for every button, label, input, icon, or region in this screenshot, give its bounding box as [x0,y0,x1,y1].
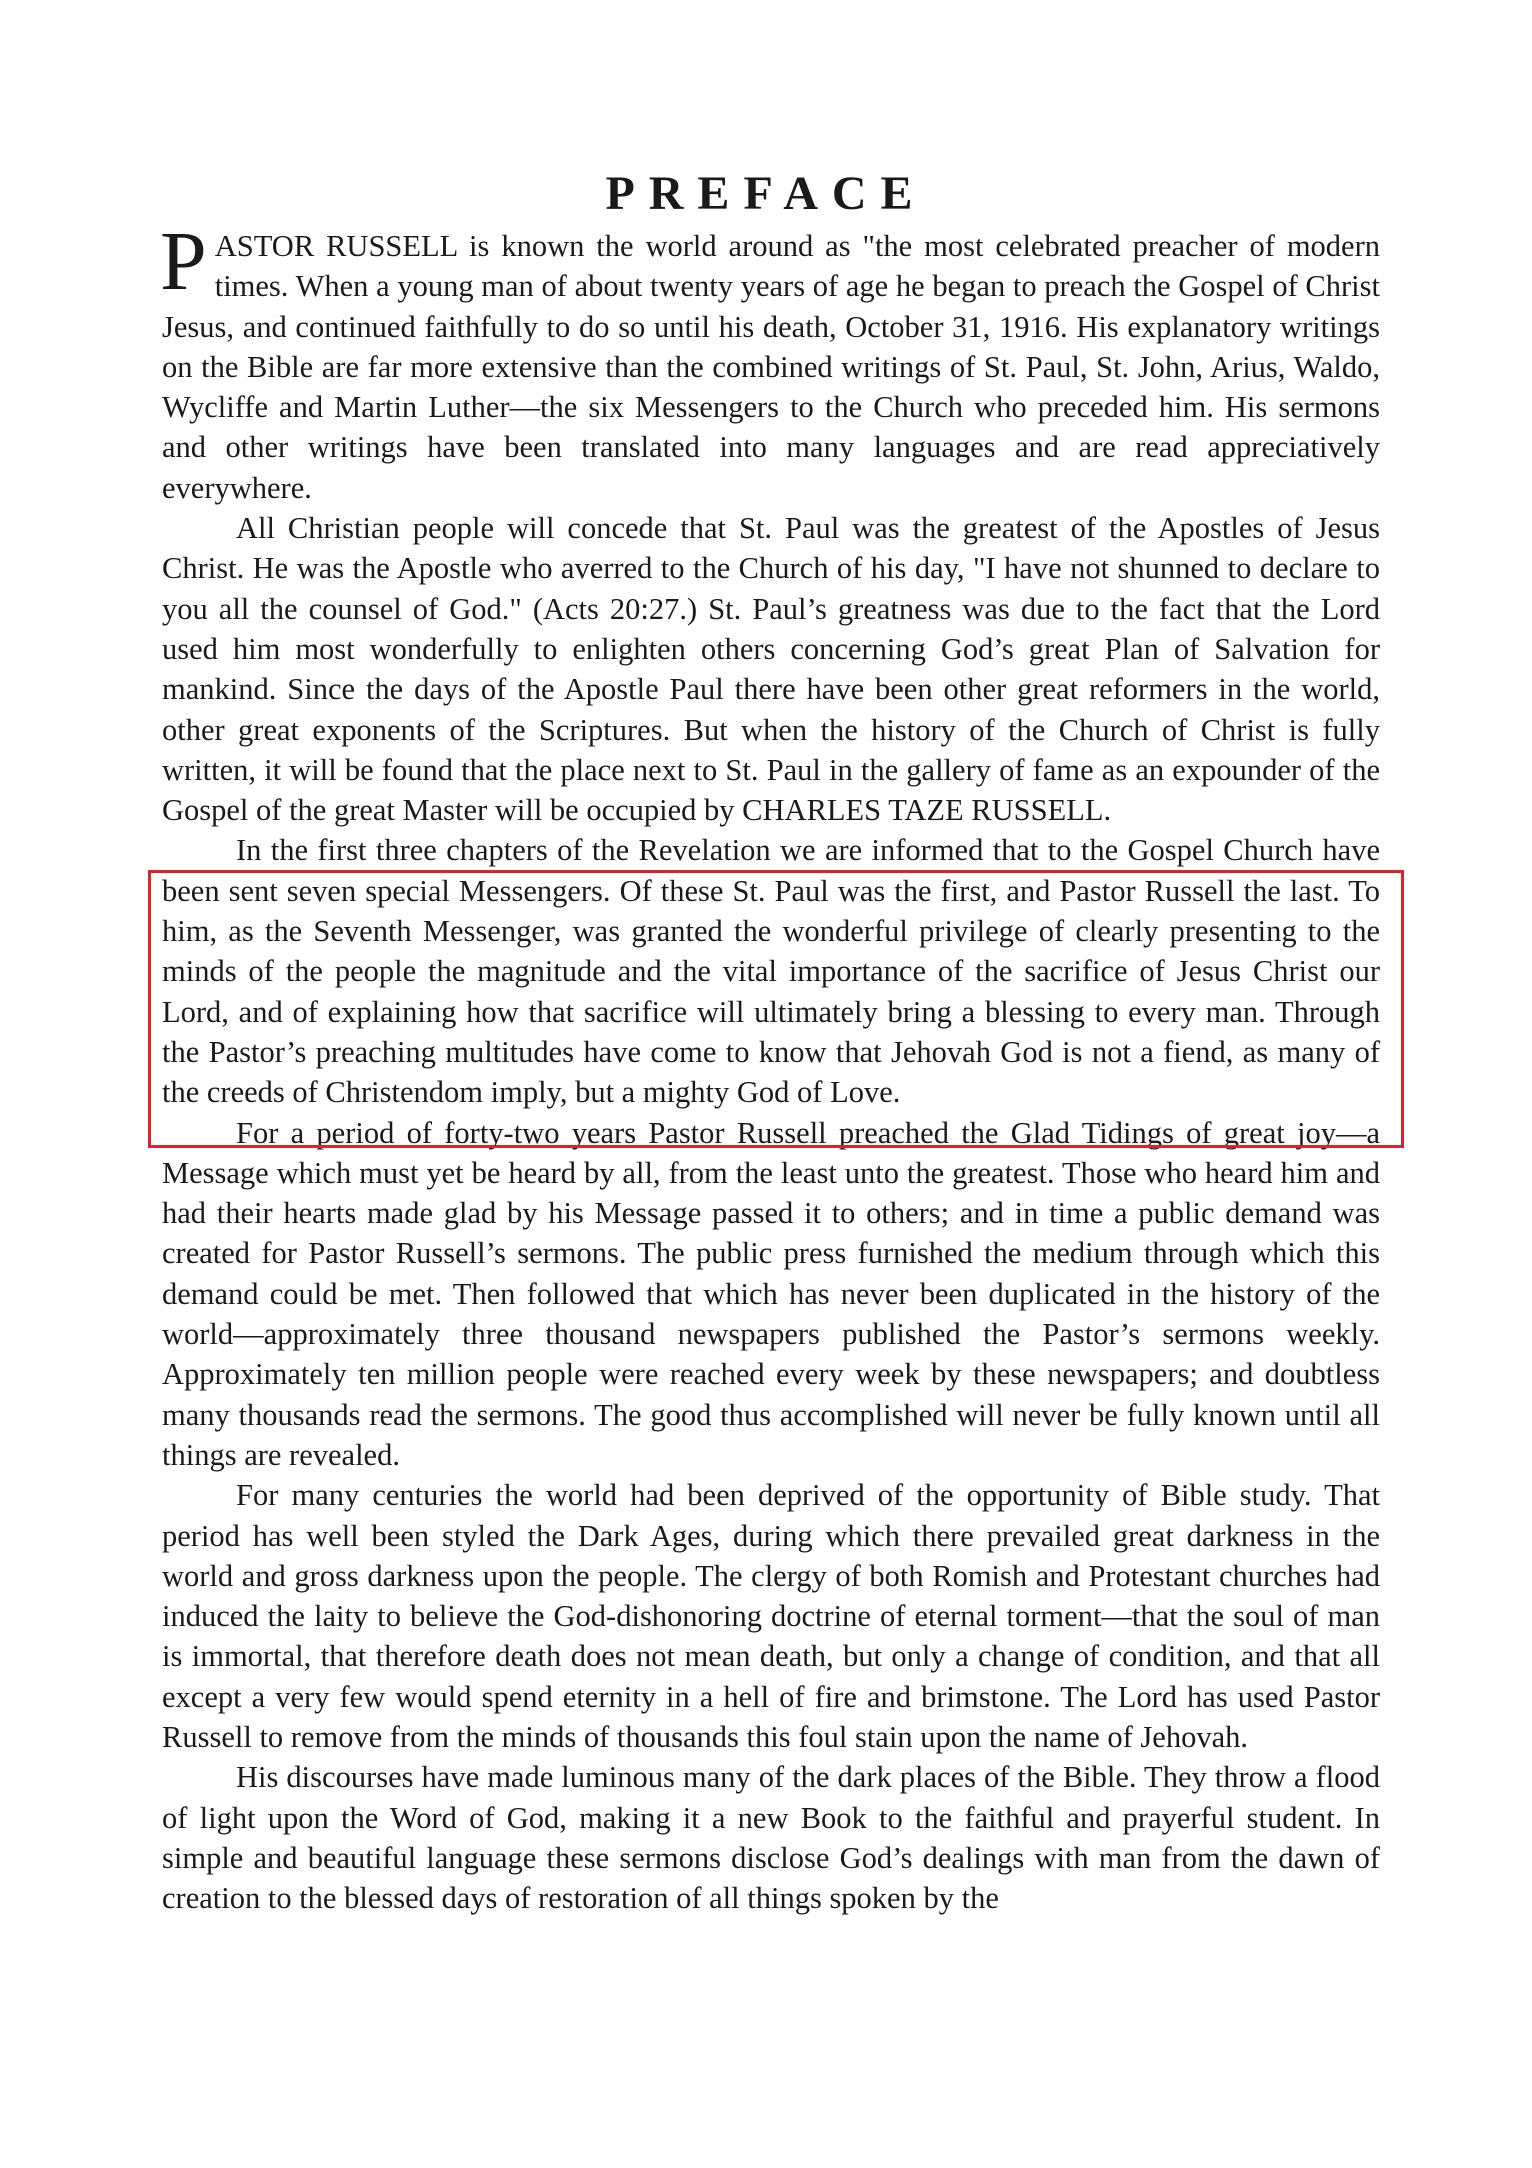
paragraph-1-text: ASTOR RUSSELL is known the world around as "the most celebrated preacher of modern times. When a young man of about twenty years of age he began to preach the Gospel of Christ Jesus, and continued faithfully to do so until his death, October 31, 1916. His explanatory writings on the Bible are far more extensive than the combined writings of St. Paul, St. John, Arius, Waldo, Wycliffe and Martin Luther—the six Messengers to the Church who preceded him. His sermons and other writings have been translated into many languages and are read appreciatively everywhere. [162,229,1380,505]
paragraph-4: For a period of forty-two years Pastor Russell preached the Glad Tidings of great joy—a Message which must yet be heard by all, from the least unto the greatest. Those who heard him and had their hearts made glad by his Message passed it to others; and in time a public demand was created for Pastor Russell’s sermons. The public press furnished the medium through which this demand could be met. Then followed that which has never been duplicated in the history of the world—approximately three thousand newspapers published the Pastor’s sermons weekly. Approximately ten million people were reached every week by these newspapers; and doubtless many thousands read the sermons. The good thus accomplished will never be fully known until all things are revealed. [162,1115,1380,1472]
paragraph-2: All Christian people will concede that St. Paul was the greatest of the Apostles of Jesus Christ. He was the Apostle who averred to the Church of his day, "I have not shunned to declare to you all the counsel of God." (Acts 20:27.) St. Paul’s greatness was due to the fact that the Lord used him most wonderfully to enlighten others concerning God’s great Plan of Salvation for mankind. Since the days of the Apostle Paul there have been other great reformers in the world, other great exponents of the Scriptures. But when the history of the Church of Christ is fully written, it will be found that the place next to St. Paul in the gallery of fame as an expounder of the Gospel of the great Master will be occupied by CHARLES TAZE RUSSELL. [162,511,1380,828]
preface-body [160,215,1380,1918]
paragraph-5: For many centuries the world had been deprived of the opportunity of Bible study. That period has well been styled the Dark Ages, during which there prevailed great darkness in the world and gross darkness upon the people. The clergy of both Romish and Protestant churches had induced the laity to believe the God-dishonoring doctrine of eternal torment—that the soul of man is immortal, that therefore death does not mean death, but only a change of condition, and that all except a very few would spend eternity in a hell of fire and brimstone. The Lord has used Pastor Russell to remove from the minds of thousands this foul stain upon the name of Jehovah. [162,1478,1380,1754]
paragraph-3-highlighted: In the first three chapters of the Revelation we are informed that to the Gospel Church have been sent seven special Messengers. Of these St. Paul was the first, and Pastor Russell the last. To him, as the Seventh Messenger, was granted the wonderful privilege of clearly presenting to the minds of the people the magnitude and the vital importance of the sacrifice of Jesus Christ our Lord, and of explaining how that sacrifice will ultimately bring a blessing to every man. Through the Pastor’s preaching multitudes have come to know that Jehovah God is not a fiend, as many of the creeds of Christendom imply, but a mighty God of Love. [162,833,1380,1110]
paragraph-1 [160,215,1380,508]
drop-cap: P [160,215,207,308]
page-title: PREFACE [605,167,927,220]
paragraph-6: His discourses have made luminous many of the dark places of the Bible. They throw a flood of light upon the Word of God, making it a new Book to the faithful and prayerful student. In simple and beautiful language these sermons disclose God’s dealings with man from the dawn of creation to the blessed days of restoration of all things spoken by the [162,1760,1380,1916]
